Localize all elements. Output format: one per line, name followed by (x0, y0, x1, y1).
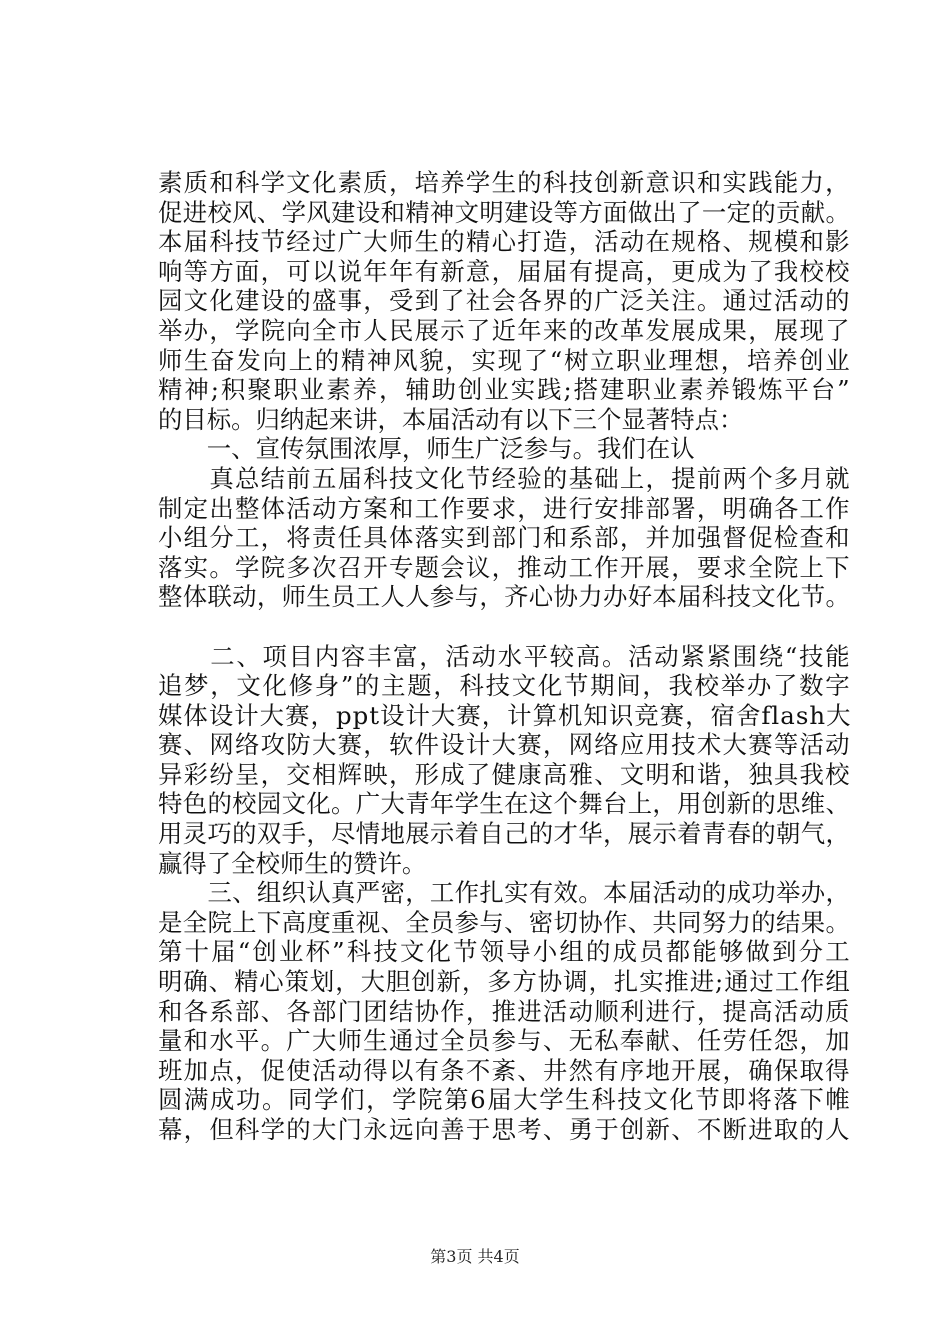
text-line: 明确、精心策划，大胆创新，多方协调，扎实推进;通过工作组 (158, 967, 851, 997)
text-line: 的目标。归纳起来讲，本届活动有以下三个显著特点： (158, 404, 744, 434)
text-line: 赢得了全校师生的赞许。 (158, 848, 427, 878)
text-line: 响等方面，可以说年年有新意，届届有提高，更成为了我校校 (158, 256, 851, 286)
text-line: 第十届“创业杯”科技文化节领导小组的成员都能够做到分工 (158, 937, 852, 967)
text-line: 本届科技节经过广大师生的精心打造，活动在规格、规模和影 (158, 227, 851, 257)
text-line: 制定出整体活动方案和工作要求，进行安排部署，明确各工作 (158, 493, 851, 523)
text-line: 幕，但科学的大门永远向善于思考、勇于创新、不断进取的人 (158, 1115, 851, 1144)
text-line: 班加点，促使活动得以有条不紊、井然有序地开展，确保取得 (158, 1055, 851, 1085)
text-line: 举办，学院向全市人民展示了近年来的改革发展成果，展现了 (158, 315, 851, 345)
text-line: 园文化建设的盛事，受到了社会各界的广泛关注。通过活动的 (158, 286, 851, 316)
text-line: 促进校风、学风建设和精神文明建设等方面做出了一定的贡献。 (158, 197, 851, 227)
text-line: 素质和科学文化素质，培养学生的科技创新意识和实践能力， (158, 168, 851, 197)
text-line: 师生奋发向上的精神风貌，实现了“树立职业理想，培养创业 (158, 345, 852, 375)
text-line: 整体联动，师生员工人人参与，齐心协力办好本届科技文化节。 (158, 582, 851, 612)
text-line: 真总结前五届科技文化节经验的基础上，提前两个多月就 (158, 463, 851, 493)
text-line: 二、项目内容丰富，活动水平较高。活动紧紧围绕“技能 (158, 641, 852, 671)
text-line: 是全院上下高度重视、全员参与、密切协作、共同努力的结果。 (158, 907, 851, 937)
body-text (158, 168, 858, 1145)
text-line: 用灵巧的双手，尽情地展示着自己的才华，展示着青春的朝气， (158, 819, 851, 849)
text-line: 异彩纷呈，交相辉映，形成了健康高雅、文明和谐，独具我校 (158, 759, 851, 789)
text-line: 精神;积聚职业素养，辅助创业实践;搭建职业素养锻炼平台” (158, 375, 852, 405)
text-line: 追梦，文化修身”的主题，科技文化节期间，我校举办了数字 (158, 671, 852, 701)
text-line: 小组分工，将责任具体落实到部门和系部，并加强督促检查和 (158, 523, 851, 553)
paragraph-gap (158, 612, 858, 642)
text-line: 和各系部、各部门团结协作，推进活动顺利进行，提高活动质 (158, 996, 851, 1026)
text-line: 落实。学院多次召开专题会议，推动工作开展，要求全院上下 (158, 552, 851, 582)
text-line: 赛、网络攻防大赛，软件设计大赛，网络应用技术大赛等活动 (158, 730, 851, 760)
text-line: 圆满成功。同学们，学院第6届大学生科技文化节即将落下帷 (158, 1085, 852, 1115)
text-line: 一、宣传氛围浓厚，师生广泛参与。我们在认 (158, 434, 695, 464)
page-footer: 第3页 共4页 (430, 1247, 520, 1266)
text-line: 特色的校园文化。广大青年学生在这个舞台上，用创新的思维、 (158, 789, 851, 819)
text-line: 量和水平。广大师生通过全员参与、无私奉献、任劳任怨，加 (158, 1026, 851, 1056)
text-line: 媒体设计大赛，ppt设计大赛，计算机知识竞赛，宿舍flash大 (158, 700, 852, 730)
text-line: 三、组织认真严密，工作扎实有效。本届活动的成功举办， (158, 878, 851, 908)
